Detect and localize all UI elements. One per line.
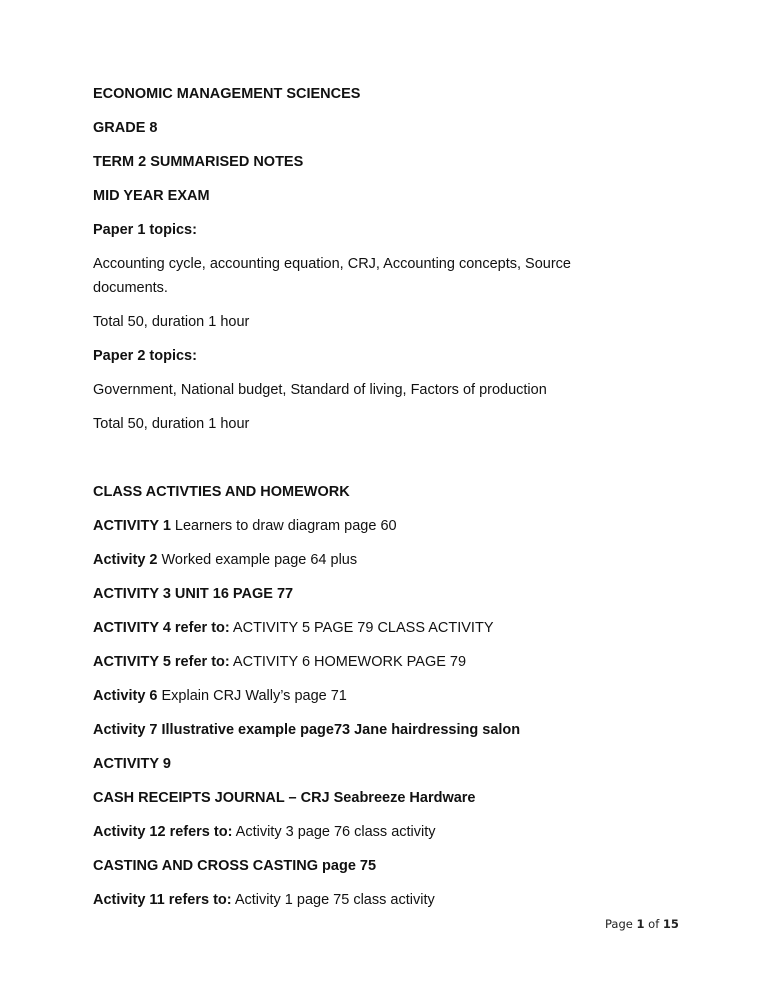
activity-item — [93, 550, 357, 570]
activity-label: ACTIVITY 5 refer to: — [93, 654, 230, 670]
activity-item — [93, 516, 397, 536]
activity-label: Activity 12 refers to: — [93, 824, 233, 840]
page-footer — [605, 917, 679, 931]
activity-text: Activity 3 page 76 class activity — [232, 824, 436, 840]
paper2-topics: Government, National budget, Standard of living, Factors of production — [93, 382, 547, 398]
activity-label: Activity 11 refers to: — [93, 892, 232, 908]
activity-label: ACTIVITY 1 — [93, 518, 171, 534]
activity-item — [93, 822, 436, 842]
paper2-heading: Paper 2 topics: — [93, 348, 197, 364]
activity-item — [93, 856, 376, 876]
activity-item — [93, 754, 171, 774]
grade-heading: GRADE 8 — [93, 120, 158, 136]
activity-item — [93, 788, 476, 808]
paper1-topics: Accounting cycle, accounting equation, CRJ, Accounting concepts, Source documents. — [93, 256, 571, 296]
activity-label: CASTING AND CROSS CASTING page 75 — [93, 858, 377, 874]
activity-item — [93, 584, 293, 604]
term-heading: TERM 2 SUMMARISED NOTES — [93, 154, 304, 170]
activity-label: CASH RECEIPTS JOURNAL – CRJ Seabreeze Hardware — [93, 790, 476, 806]
activity-text: Worked example page 64 plus — [157, 552, 358, 568]
section-heading: CLASS ACTIVTIES AND HOMEWORK — [93, 484, 350, 500]
activity-text: Activity 1 page 75 class activity — [231, 892, 435, 908]
paper1-heading: Paper 1 topics: — [93, 222, 197, 238]
of-word: of — [644, 917, 663, 931]
activity-label: ACTIVITY 9 — [93, 756, 171, 772]
activity-text: Explain CRJ Wally’s page 71 — [157, 688, 347, 704]
activity-item — [93, 652, 466, 672]
page-number: 1 — [636, 917, 645, 931]
page-word: Page — [605, 917, 637, 931]
activity-item — [93, 618, 494, 638]
activity-label: ACTIVITY 4 refer to: — [93, 620, 230, 636]
activity-label: ACTIVITY 3 UNIT 16 PAGE 77 — [93, 586, 294, 602]
document-title: ECONOMIC MANAGEMENT SCIENCES — [93, 86, 361, 102]
activity-label: Activity 7 Illustrative example page73 Jane hairdressing salon — [93, 722, 521, 738]
activity-label: Activity 6 — [93, 688, 158, 704]
activity-text: ACTIVITY 6 HOMEWORK PAGE 79 — [229, 654, 467, 670]
paper2-total: Total 50, duration 1 hour — [93, 416, 250, 432]
activity-item — [93, 720, 520, 740]
paper1-total: Total 50, duration 1 hour — [93, 314, 250, 330]
page-total: 15 — [662, 917, 679, 931]
activity-item — [93, 686, 347, 706]
exam-heading: MID YEAR EXAM — [93, 188, 210, 204]
activity-item — [93, 890, 435, 910]
activity-text: Learners to draw diagram page 60 — [170, 518, 397, 534]
activity-text: ACTIVITY 5 PAGE 79 CLASS ACTIVITY — [229, 620, 494, 636]
activity-label: Activity 2 — [93, 552, 158, 568]
